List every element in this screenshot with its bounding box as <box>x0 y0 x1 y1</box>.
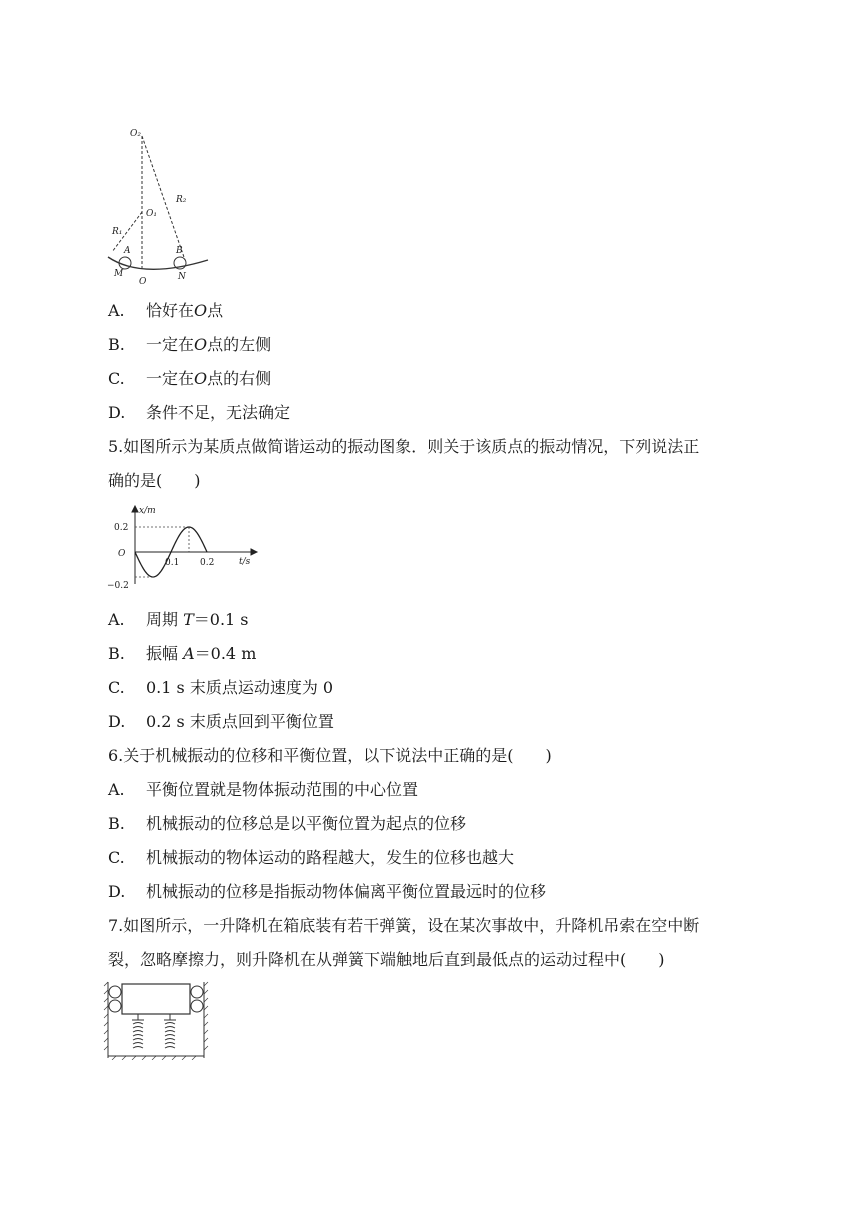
label-a: A <box>124 246 131 256</box>
option-c: C. 一定在O点的右侧 <box>108 369 272 388</box>
x-axis-label: t/s <box>239 557 251 567</box>
label-o2: O₂ <box>130 129 141 139</box>
label-n: N <box>178 272 186 282</box>
option-c: C. 0.1 s 末质点运动速度为 0 <box>108 678 334 697</box>
option-d: D. 0.2 s 末质点回到平衡位置 <box>108 712 334 731</box>
vibration-chart <box>105 502 265 592</box>
label-o: O <box>139 277 147 287</box>
q7-stem-line2: 裂，忽略摩擦力，则升降机在从弹簧下端触地后直到最低点的运动过程中( ) <box>108 950 665 969</box>
option-c: C. 机械振动的物体运动的路程越大，发生的位移也越大 <box>108 848 515 867</box>
q6-stem: 6.关于机械振动的位移和平衡位置，以下说法中正确的是( ) <box>108 746 552 765</box>
option-b: B. 振幅 A＝0.4 m <box>108 644 257 663</box>
elevator-figure <box>102 980 210 1060</box>
y-tick-neg-0-2: −0.2 <box>107 581 129 591</box>
option-d: D. 条件不足，无法确定 <box>108 403 291 422</box>
label-b: B <box>176 246 183 256</box>
label-m: M <box>114 269 124 279</box>
option-b: B. 机械振动的位移总是以平衡位置为起点的位移 <box>108 814 467 833</box>
x-tick-0-2: 0.2 <box>200 558 215 568</box>
option-a: A. 周期 T＝0.1 s <box>108 610 249 629</box>
q5-stem-line1: 5.如图所示为某质点做简谐运动的振动图象．则关于该质点的振动情况，下列说法正 <box>108 437 700 456</box>
pendulum-figure <box>100 122 220 287</box>
x-tick-0-1: 0.1 <box>165 558 180 568</box>
y-axis-label: x/m <box>139 506 156 516</box>
option-b: B. 一定在O点的左侧 <box>108 335 272 354</box>
label-r1: R₁ <box>112 227 123 237</box>
option-a: A. 恰好在O点 <box>108 301 224 320</box>
y-tick-0-2: 0.2 <box>114 523 129 533</box>
option-d: D. 机械振动的位移是指振动物体偏离平衡位置最远时的位移 <box>108 882 547 901</box>
origin-label: O <box>118 549 126 559</box>
label-r2: R₂ <box>176 195 187 205</box>
q7-stem-line1: 7.如图所示，一升降机在箱底装有若干弹簧，设在某次事故中，升降机吊索在空中断 <box>108 916 700 935</box>
q5-stem-line2: 确的是( ) <box>108 471 201 490</box>
label-o1: O₁ <box>146 209 157 219</box>
option-a: A. 平衡位置就是物体振动范围的中心位置 <box>108 780 419 799</box>
